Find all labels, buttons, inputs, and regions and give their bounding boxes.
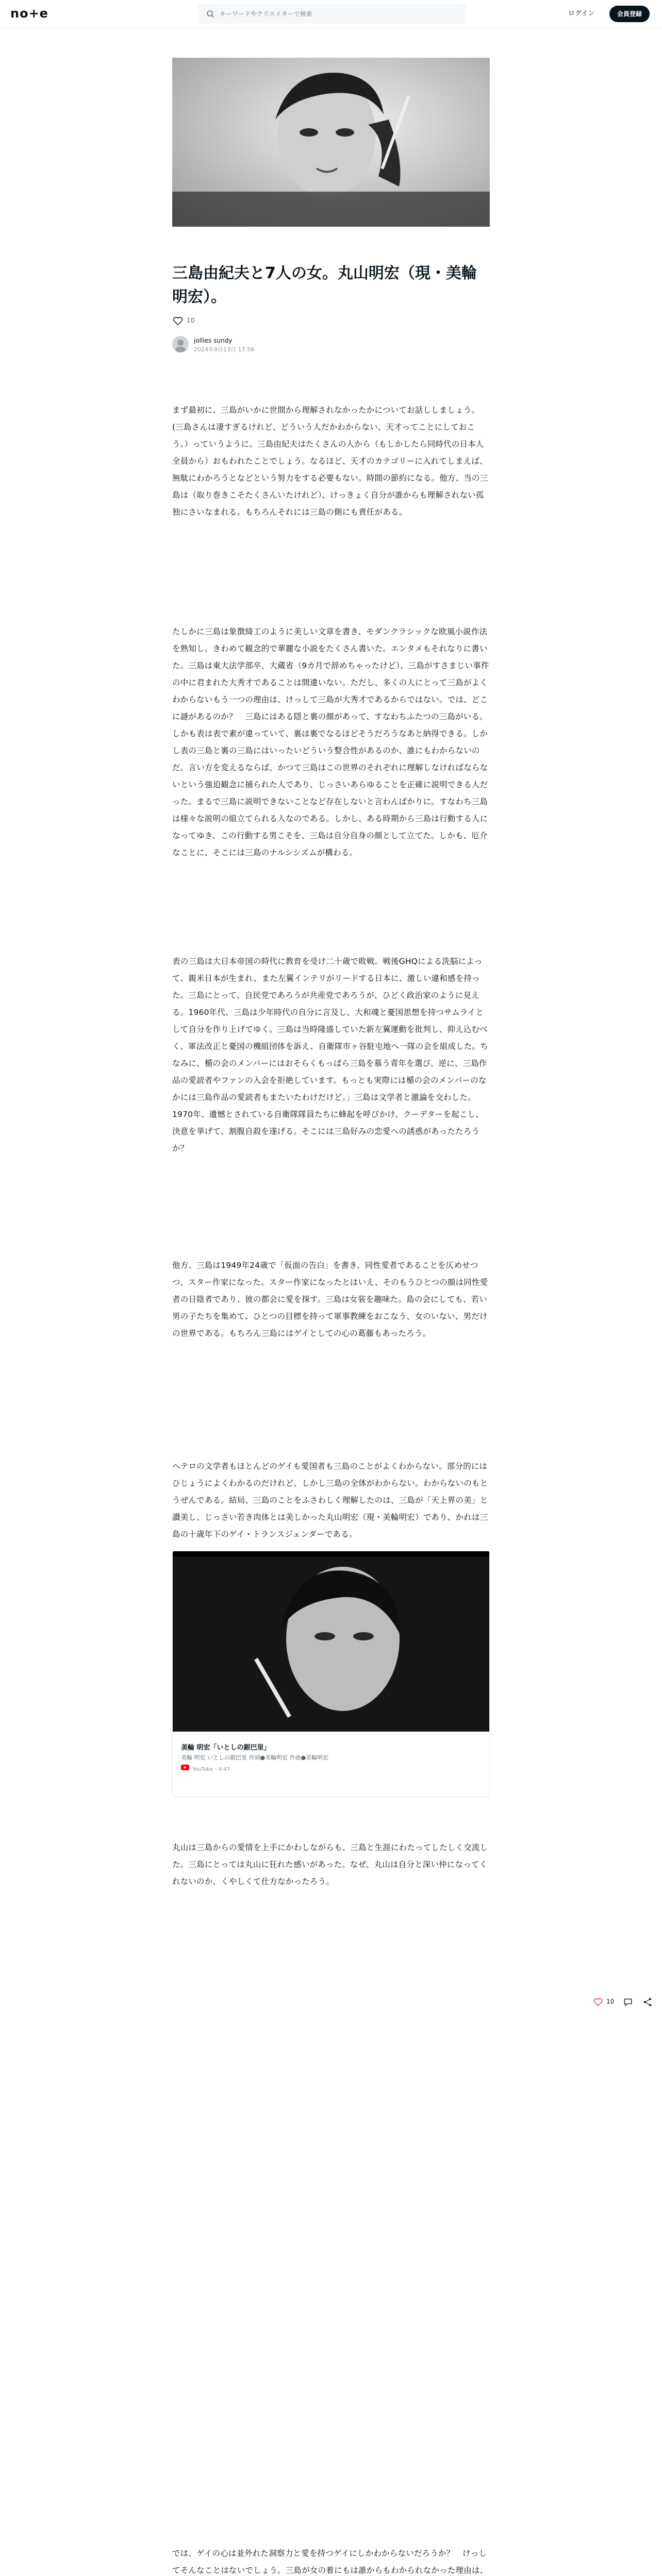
embed-source: YouTube・4:47	[192, 1767, 230, 1772]
author-name[interactable]: jollies sundy	[194, 337, 233, 344]
floating-actions	[593, 1996, 655, 2008]
login-button[interactable]: ログイン	[568, 10, 595, 18]
site-header	[0, 0, 662, 28]
heart-icon[interactable]	[593, 1997, 603, 2007]
article-title: 三島由紀夫と7人の女。丸山明宏（現・美輪明宏）。	[172, 264, 477, 306]
paragraph: たしかに三島は象徴綺工のように美しい文章を書き、モダンクラシックな欧風小説作法を熟知し、きわめて観念的で華麗な小説をたくさん書いた。エンタメもそれなりに書いた。三島は東大法学部卒、大蔵省（9カ月で辞めちゃったけど）、三島がすさまじい事件の中に君まれた大秀才であることは間違いない。ただし、多くの人にとって三島がよくわからないもう一つの理由は、けっして三島が大秀才であるからではない。では、どこに謎があるのか？ 三島にはある隠と裏の顔があって、すなわちふたつの三島がいる。しかも表は表で素が違っていて、裏は裏でなるほどそうだろうなあと納得できる。しかし表の三島と裏の三島にはいったいどういう整合性があるのか、誰にもわからないのだ。言い方を変えるならば、かつて三島はこの世界のそれぞれに理解しなければならないという強迫観念に捕られた人であり、じっさいあらゆることを正確に説明できる人だった。まるで三島に説明できないことなど存在しないと言わんばかりに。すなわち三島は様々な説明の組立てられる人なのである。しかし、ある時期から三島は行動する人になってゆき、この行動する男こそを、三島は自分自身の顔として立てた。しかも、厄介なことに、そこには三島のナルシシズムが構わる。	[172, 627, 489, 857]
video-thumbnail[interactable]	[173, 1551, 490, 1732]
floating-like-count: 10	[606, 1998, 615, 2005]
heart-icon[interactable]	[172, 315, 184, 327]
hero-image	[172, 58, 490, 227]
avatar[interactable]	[172, 336, 189, 352]
paragraph: では、ゲイの心は並外れた洞察力と愛を持つゲイにしかわからないだろうか？ けっしてそんなことはないでしょう。三島が女の着にもは誰からもわかられなかった理由は、	[172, 2549, 488, 2575]
author-block[interactable]	[172, 334, 378, 354]
paragraph: ヘテロの文学者もほとんどのゲイも愛国者も三島のことがよくわからない。部分的にはひじょうによくわかるのだけれど、しかし三島の全体がわからない。わからないのもとうぜんである。結局、三島のことをふさわしく理解したのは、三島が「天上界の美」と讃美し、じっさい若き肉体とは美しかった丸山明宏（現・美輪明宏）であり、かれは三島の十歳年下のゲイ・トランスジェンダーである。	[172, 1462, 488, 1539]
publish-date: 2024年9月13日 17:56	[194, 346, 255, 353]
paragraph: 他方、三島は1949年24歳で「仮面の告白」を書き、同性愛者であることを仄めせつつ、スター作家になった。スター作家になったとはいえ、そのもうひとつの顔は同性愛者の日陰者であり、彼の都会に愛を探す。三島は女装を趣味た。島の会にしても、若い男の子たちを集めて、ひとつの目標を持って軍事教練をおこなう、女のいない、男だけの世界である。もちろん三島にはゲイとしての心の葛藤もあったろう。	[172, 1261, 488, 1338]
like-count: 10	[187, 317, 195, 324]
note-logo[interactable]: no+e	[10, 6, 48, 21]
search-input[interactable]	[220, 4, 457, 24]
signup-button[interactable]: 会員登録	[609, 6, 650, 22]
search-icon	[206, 10, 214, 18]
paragraph: まず最初に、三島がいかに世間から理解されなかったかについてお話ししましょう。(三島さんは凄すぎるけれど、どういう人だかわからない、天才ってことにしておこう。）っていうように。三島由紀夫はたくさんの人から（もしかしたら同時代の日本人全員から）おもわれたことでしょう。なるほど、天才のカテゴリーに入れてしまえば、無駄にわかろうとなどという努力をする必要もない。時間の節約になる。他方、当の三島は（取り巻きこそたくさんいたけれど）、けっきょく自分が誰からも理解されない孤独にさいなまれる。もちろんそれには三島の側にも責任がある。	[172, 405, 488, 517]
embed-description: 美輪 明宏 いとしの銀巴里 作詞●美輪明宏 作曲●美輪明宏	[181, 1754, 329, 1761]
comment-icon[interactable]	[623, 1997, 633, 2007]
share-icon[interactable]	[642, 1997, 653, 2007]
embed-title[interactable]: 美輪 明宏「いとしの銀巴里」	[181, 1744, 271, 1752]
youtube-icon	[181, 1765, 189, 1770]
search-box[interactable]	[198, 4, 466, 24]
video-embed[interactable]	[172, 1551, 490, 1797]
paragraph: 丸山は三島からの愛情を上手にかわしながらも、三島と生涯にわたってしたしく交流した。三島にとっては丸山に狂れた感いがあった。なぜ、丸山は自分と深い仲になってくれないのか、くやしくて仕方なかったろう。	[172, 1843, 488, 1886]
paragraph: 表の三島は大日本帝国の時代に教育を受け二十歳で敗戦。戦後GHQによる洗脳によって、親米日本が生まれ、また左翼インテリがリードする日本に、激しい違和感を持った。三島にとって、自民党であろうが共産党であろうが、ひどく政治家のように見える。1960年代、三島は少年時代の自分に言及し、大和魂と憂国思想を持つサムライとして自分を作り上げてゆく。三島は当時隆盛していた新左翼運動を批判し、抑え込むべく、軍法改正と憂国の機組団体を訴え、自衛隊市ヶ谷駐屯地へ一隊の会を組成した。ちなみに、楯の会のメンバーにはおそらくもっぱら三島を慕う青年を選び、逆に、三島作品の愛読者やファンの入会を拒絶しています。もっとも実際には楯の会のメンバーのなかには三島作品の愛読者もまたいたわけだけど。」三島は文学者と激論を交わした。1970年、遺憾とされている自衛隊隊員たちに蜂起を呼びかけ、クーデターを起こし、決意を挙げて、割腹自殺を遂げる。そこには三島好みの恋愛への誘惑があったたろうか？	[172, 957, 488, 1153]
